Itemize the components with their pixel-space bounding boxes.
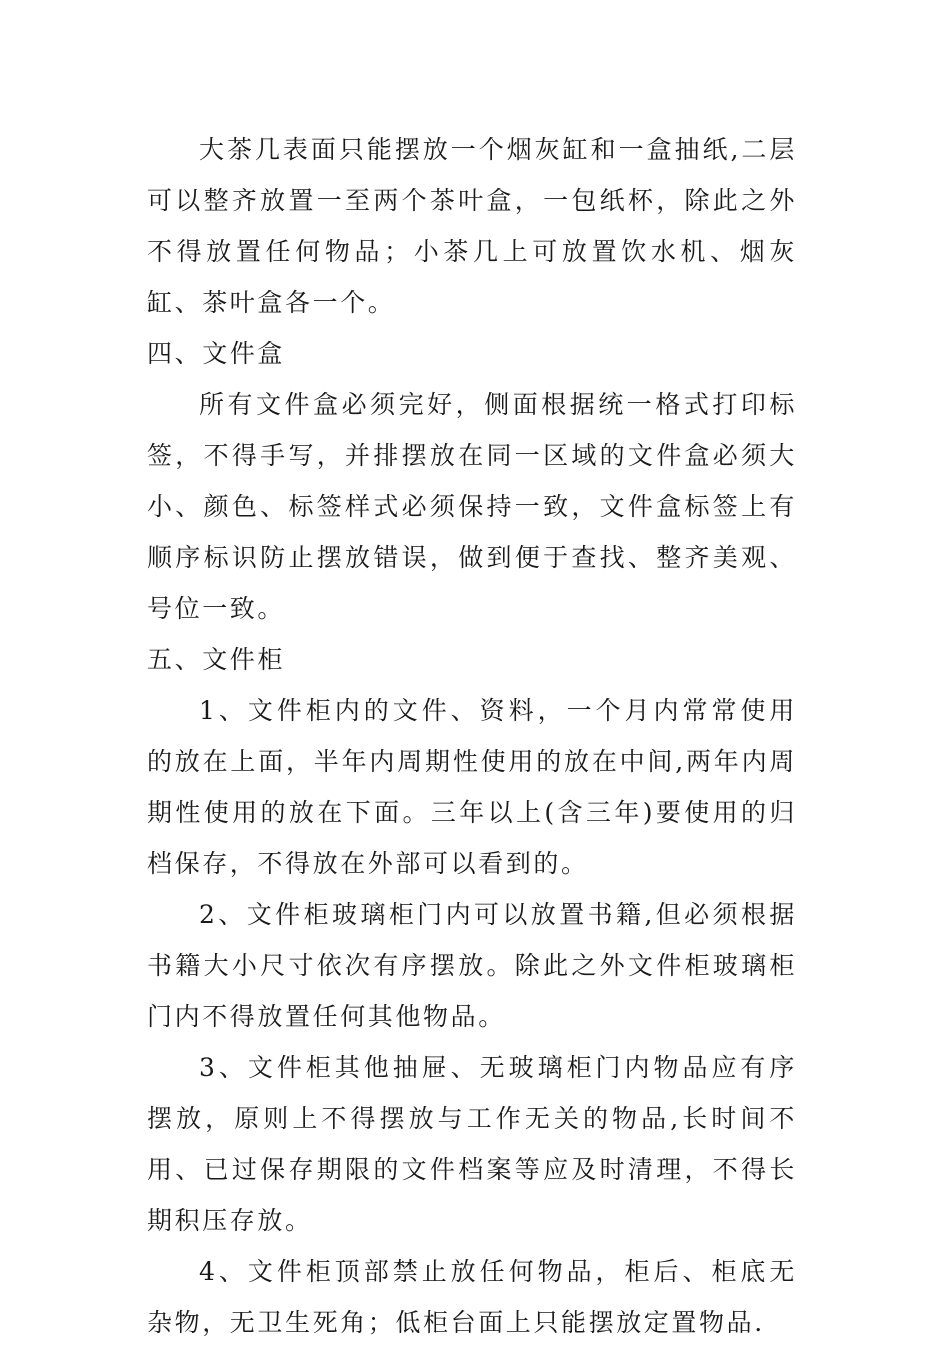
section-heading-file-box: 四、文件盒 bbox=[147, 339, 286, 368]
paragraph-cabinet-rule-3: 3、文件柜其他抽屉、无玻璃柜门内物品应有序摆放，原则上不得摆放与工作无关的物品,长时间不用、已过保存期限的文件档案等应及时清理，不得长期积压存放。 bbox=[147, 1053, 797, 1235]
paragraph-file-box: 所有文件盒必须完好，侧面根据统一格式打印标签，不得手写，并排摆放在同一区域的文件盒必须大小、颜色、标签样式必须保持一致，文件盒标签上有顺序标识防止摆放错误，做到便于查找、整齐美观、号位一致。 bbox=[147, 390, 797, 623]
document-body bbox=[147, 124, 797, 1348]
paragraph-cabinet-rule-4: 4、文件柜顶部禁止放任何物品，柜后、柜底无杂物，无卫生死角；低柜台面上只能摆放定置物品. bbox=[147, 1257, 797, 1337]
paragraph-cabinet-rule-2: 2、文件柜玻璃柜门内可以放置书籍,但必须根据书籍大小尺寸依次有序摆放。除此之外文件柜玻璃柜门内不得放置任何其他物品。 bbox=[147, 900, 797, 1031]
paragraph-cabinet-rule-1: 1、文件柜内的文件、资料，一个月内常常使用的放在上面，半年内周期性使用的放在中间,两年内周期性使用的放在下面。三年以上(含三年)要使用的归档保存，不得放在外部可以看到的。 bbox=[147, 696, 797, 878]
section-heading-file-cabinet: 五、文件柜 bbox=[147, 645, 286, 674]
paragraph-tea-table: 大茶几表面只能摆放一个烟灰缸和一盒抽纸,二层可以整齐放置一至两个茶叶盒，一包纸杯，除此之外不得放置任何物品；小茶几上可放置饮水机、烟灰缸、茶叶盒各一个。 bbox=[147, 135, 797, 317]
